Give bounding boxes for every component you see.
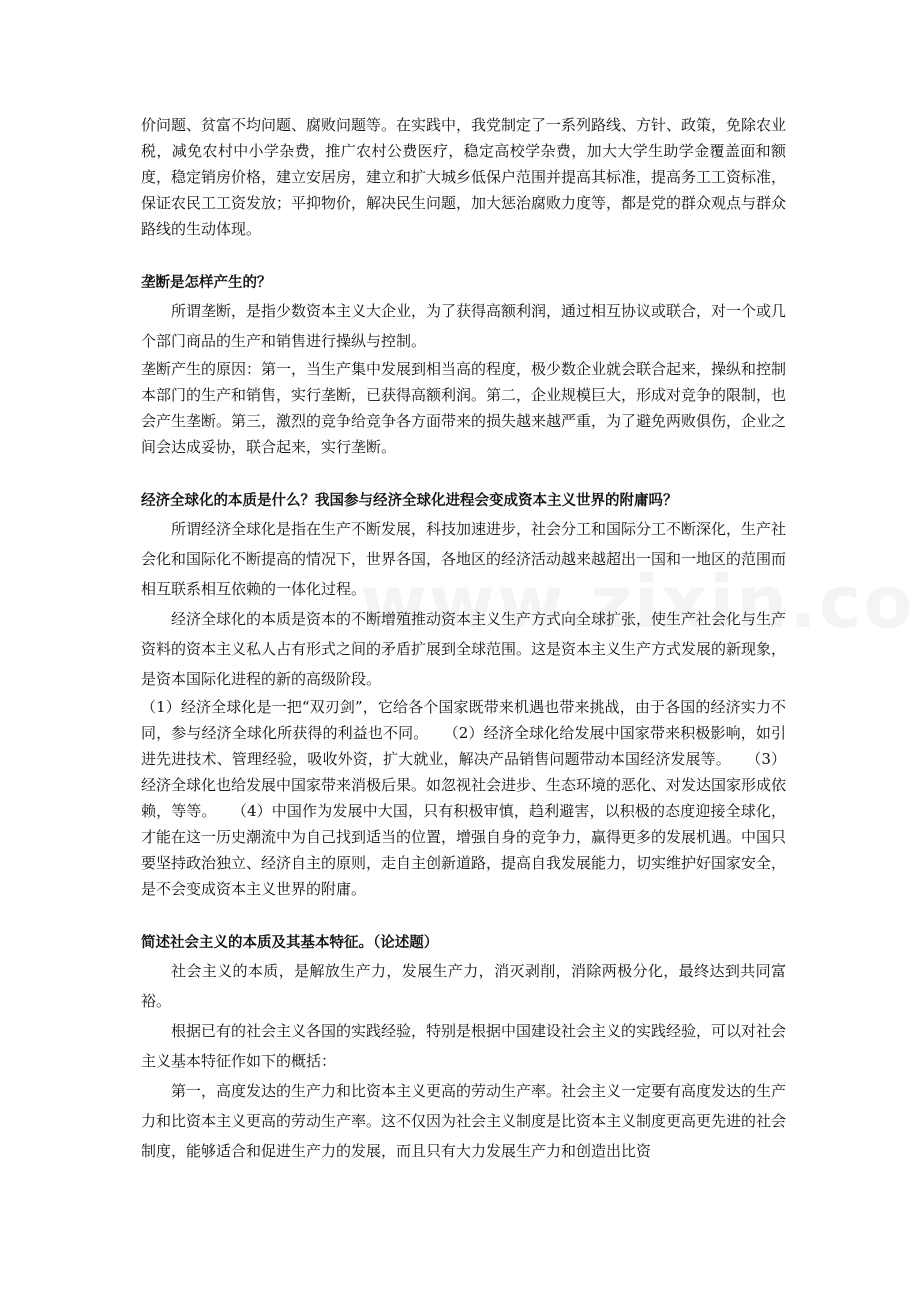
intro-paragraph: 价问题、贫富不均问题、腐败问题等。在实践中，我党制定了一系列路线、方针、政策，免除农业税，减免农村中小学杂费，推广农村公费医疗，稳定高校学杂费，加大大学生助学金覆盖面和额度，稳定销房价格，建立安居房，建立和扩大城乡低保户范围并提高其标准，提高务工工资标准，保证农民工工资发放；平抑物价，解决民生问题，加大惩治腐败力度等，都是党的群众观点与群众路线的生动体现。 <box>141 116 787 238</box>
section3-paragraph-2: 根据已有的社会主义各国的实践经验，特别是根据中国建设社会主义的实践经验，可以对社会主义基本特征作如下的概括： <box>141 1022 787 1070</box>
section2-paragraph-2: 经济全球化的本质是资本的不断增殖推动资本主义生产方式向全球扩张，使生产社会化与生产资料的资本主义私人占有形式之间的矛盾扩展到全球范围。这是资本主义生产方式发展的新现象，是资本国际化进程的新的高级阶段。 <box>141 610 787 688</box>
section1-paragraph-2: 垄断产生的原因：第一，当生产集中发展到相当高的程度，极少数企业就会联合起来，操纵和控制本部门的生产和销售，实行垄断，已获得高额利润。第二，企业规模巨大，形成对竞争的限制，也会产生垄断。第三，激烈的竞争给竞争各方面带来的损失越来越严重，为了避免两败俱伤，企业之间会达成妥协，联合起来，实行垄断。 <box>141 360 787 456</box>
document-page <box>141 112 786 1166</box>
section1-heading: 垄断是怎样产生的？ <box>141 275 272 291</box>
section3-paragraph-3: 第一，高度发达的生产力和比资本主义更高的劳动生产率。社会主义一定要有高度发达的生产力和比资本主义更高的劳动生产率。这不仅因为社会主义制度是比资本主义制度更高更先进的社会制度，能够适合和促进生产力的发展，而且只有大力发展生产力和创造出比资 <box>141 1082 787 1160</box>
section2-paragraph-1: 所谓经济全球化是指在生产不断发展，科技加速进步，社会分工和国际分工不断深化，生产社会化和国际化不断提高的情况下，世界各国，各地区的经济活动越来越超出一国和一地区的范围而相互联系相互依赖的一体化过程。 <box>141 520 787 598</box>
section2-paragraph-3: （1）经济全球化是一把“双刃剑”，它给各个国家既带来机遇也带来挑战，由于各国的经济实力不同，参与经济全球化所获得的利益也不同。 （2）经济全球化给发展中国家带来积极影响，如引进先进技术、管理经验，吸收外资，扩大就业，解决产品销售问题带动本国经济发展等。 （3）经济全球化也给发展中国家带来消极后果。如忽视社会进步、生态环境的恶化、对发达国家形成依赖，等等。 （4）中国作为发展中大国，只有积极审慎，趋利避害，以积极的态度迎接全球化，才能在这一历史潮流中为自己找到适当的位置，增强自身的竞争力，赢得更多的发展机遇。中国只要坚持政治独立、经济自主的原则，走自主创新道路，提高自我发展能力，切实维护好国家安全，是不会变成资本主义世界的附庸。 <box>141 698 787 898</box>
section3-paragraph-1: 社会主义的本质，是解放生产力，发展生产力，消灭剥削，消除两极分化，最终达到共同富裕。 <box>141 962 786 1010</box>
section1-paragraph-1: 所谓垄断，是指少数资本主义大企业，为了获得高额利润，通过相互协议或联合，对一个或几个部门商品的生产和销售进行操纵与控制。 <box>141 302 787 350</box>
section3-heading: 简述社会主义的本质及其基本特征。（论述题） <box>141 935 439 951</box>
section2-heading: 经济全球化的本质是什么？我国参与经济全球化进程会变成资本主义世界的附庸吗？ <box>141 493 678 509</box>
